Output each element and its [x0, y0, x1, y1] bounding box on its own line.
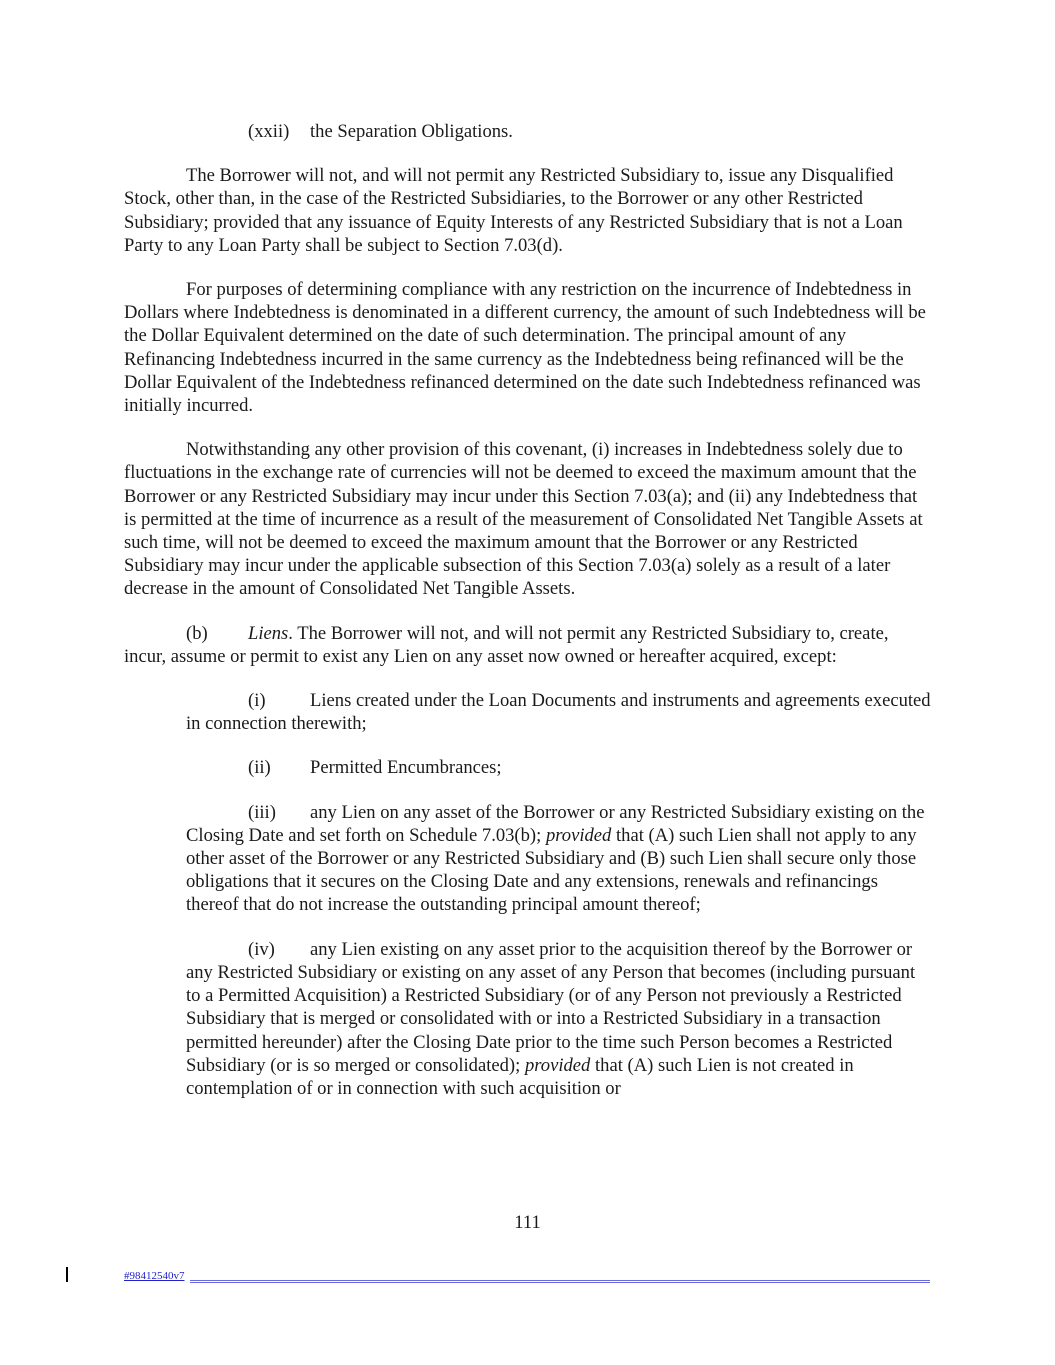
item-text: Liens created under the Loan Documents and instruments and agreements executed in connection therewith; [186, 690, 931, 735]
paragraph-dollar-equivalent: For purposes of determining compliance with any restriction on the incurrence of Indebtedness in Dollars where Indebtedness is denominated in a different currency, the amount of such Indebtedness will be the Dollar Equivalent determined on the date of such determination. The principal amount of any Refinancing Indebtedness incurred in the same currency as the Indebtedness being refinanced will be the Dollar Equivalent of the Indebtedness refinanced determined on the date such Indebtedness refinanced was initially incurred. [124, 279, 926, 417]
section-number: (b) [186, 622, 208, 644]
item-number: (iii) [248, 801, 276, 823]
section-text: The Borrower will not, and will not permit any Restricted Subsidiary to, create, incur, assume or permit to exist any Lien on any asset now owned or hereafter acquired, except: [124, 622, 889, 667]
revision-change-bar [66, 1267, 68, 1282]
item-iii [186, 801, 934, 917]
item-text-before: any Lien existing on any asset prior to the acquisition thereof by the Borrower or any Restricted Subsidiary or existing on any asset of any Person that becomes (including pursuant to a Permitted Acquisition) a Restricted Subsidiary (or of any Person not previously a Restricted Subsidiary that is merged or consolidated with or into a Restricted Subsidiary in a transaction permitted hereunder) after the Closing Date prior to the time such Person becomes a Restricted Subsidiary (or is so merged or consolidated); [186, 938, 916, 1076]
page-number: 111 [514, 1212, 541, 1233]
item-text-before: any Lien on any asset of the Borrower or any Restricted Subsidiary existing on the Closing Date and set forth on Schedule 7.03(b); [186, 801, 925, 846]
item-text-after: that (A) such Lien shall not apply to any other asset of the Borrower or any Restricted Subsidiary and (B) such Lien shall secure only those obligations that it secures on the Closing Date and any extensions, renewals and refinancings thereof that do not increase the outstanding principal amount thereof; [186, 824, 917, 916]
footer-rule [190, 1280, 930, 1283]
item-number: (i) [248, 690, 266, 712]
item-italic-provided: provided [524, 1054, 591, 1076]
item-i [186, 689, 934, 735]
section-heading-punct: . [288, 622, 293, 644]
item-ii [186, 756, 934, 779]
item-number: (xxii) [248, 121, 290, 142]
item-italic-provided: provided [545, 824, 612, 846]
item-iv [186, 938, 934, 1100]
section-heading: Liens [248, 622, 289, 644]
item-text-after: that (A) such Lien is not created in contemplation of or in connection with such acquisition or [186, 1054, 854, 1099]
item-xxii [186, 120, 934, 143]
section-b-liens [124, 622, 934, 668]
item-number: (ii) [248, 757, 271, 779]
item-text: Permitted Encumbrances; [310, 757, 502, 779]
paragraph-notwithstanding: Notwithstanding any other provision of this covenant, (i) increases in Indebtedness solely due to fluctuations in the exchange rate of currencies will not be deemed to exceed the maximum amount that the Borrower or any Restricted Subsidiary may incur under this Section 7.03(a); and (ii) any Indebtedness that is permitted at the time of incurrence as a result of the measurement of Consolidated Net Tangible Assets at such time, will not be deemed to exceed the maximum amount that the Borrower or any Restricted Subsidiary may incur under the applicable subsection of this Section 7.03(a) solely as a result of a later decrease in the amount of Consolidated Net Tangible Assets. [124, 439, 923, 600]
paragraph-disqualified-stock: The Borrower will not, and will not permit any Restricted Subsidiary to, issue any Disqualified Stock, other than, in the case of the Restricted Subsidiaries, to the Borrower or any other Restricted Subsidiary; provided that any issuance of Equity Interests of any Restricted Subsidiary that is not a Loan Party to any Loan Party shall be subject to Section 7.03(d). [124, 165, 903, 256]
document-id: #98412540v7 [124, 1270, 185, 1282]
document-body [124, 120, 934, 1121]
item-text: the Separation Obligations. [310, 121, 513, 142]
item-number: (iv) [248, 938, 275, 960]
